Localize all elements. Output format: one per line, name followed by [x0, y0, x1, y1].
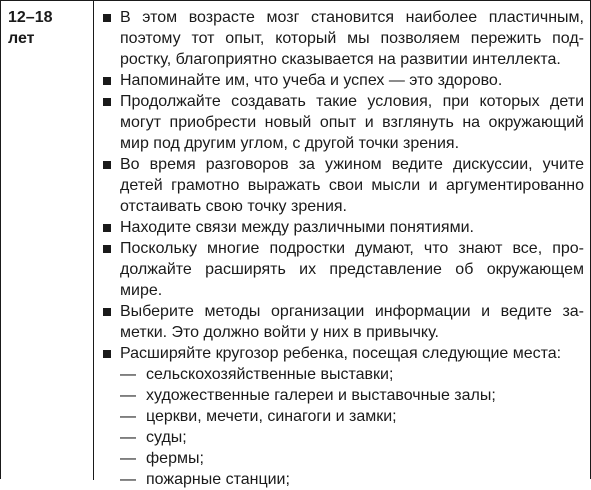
sub-item-text: суды; [146, 429, 187, 446]
square-bullet-icon [103, 98, 111, 106]
sub-item [120, 427, 584, 448]
list-item [102, 301, 584, 343]
square-bullet-icon [103, 14, 111, 22]
dash-marker: — [120, 387, 136, 404]
recommendations-list [102, 7, 584, 490]
item-line: Напоминайте им, что учеба и успех — это здорово. [120, 72, 503, 89]
list-item [102, 7, 584, 70]
sub-item-text: церкви, мечети, синагоги и замки; [146, 408, 397, 425]
sub-item [120, 406, 584, 427]
item-line: мире. [120, 282, 163, 299]
item-line: Расширяйте кругозор ребенка, посещая следующие места: [120, 345, 562, 362]
list-item [102, 217, 584, 238]
item-line: должайте расширять их представление об окружающем [120, 261, 584, 278]
square-bullet-icon [103, 77, 111, 85]
dash-marker: — [120, 429, 136, 446]
dash-marker: — [120, 471, 136, 488]
item-line: могут приобрести новый опыт и взглянуть на окружающий [120, 114, 584, 131]
list-item [102, 154, 584, 217]
sub-item-text: пожарные станции; [146, 471, 290, 488]
dash-marker: — [120, 450, 136, 467]
square-bullet-icon [103, 161, 111, 169]
item-line: поэтому тот опыт, который мы позволяем пережить под- [120, 30, 584, 47]
sub-item-text: художественные галереи и выставочные залы; [146, 387, 496, 404]
list-item [102, 238, 584, 301]
item-line: Находите связи между различными понятиями. [120, 219, 474, 236]
item-line: отстаивать свою точку зрения. [120, 198, 347, 215]
item-line: метки. Это должно войти у них в привычку. [120, 324, 439, 341]
item-line: Поскольку многие подростки думают, что знают все, про- [120, 240, 584, 257]
column-divider [93, 1, 94, 480]
sub-item-text: фермы; [146, 450, 204, 467]
dash-marker: — [120, 366, 136, 383]
sub-item-text: сельскохозяйственные выставки; [146, 366, 394, 383]
square-bullet-icon [103, 350, 111, 358]
age-unit-label: лет [8, 30, 35, 47]
square-bullet-icon [103, 308, 111, 316]
item-line: Выберите методы организации информации и ведите за- [120, 303, 584, 320]
sub-item [120, 469, 584, 490]
square-bullet-icon [103, 224, 111, 232]
sub-item [120, 448, 584, 469]
item-line: Продолжайте создавать такие условия, при которых дети [120, 93, 584, 110]
sub-item [120, 364, 584, 385]
list-item [102, 70, 584, 91]
dash-marker: — [120, 408, 136, 425]
list-item [102, 343, 584, 490]
item-line: В этом возрасте мозг становится наиболее пластичным, [120, 9, 584, 26]
list-item [102, 91, 584, 154]
item-line: мир под другим углом, с другой точки зрения. [120, 135, 460, 152]
item-line: детей грамотно выражать свои мысли и аргументированно [120, 177, 584, 194]
age-range-label: 12–18 [8, 9, 53, 26]
age-range-cell [8, 7, 88, 49]
square-bullet-icon [103, 245, 111, 253]
item-line: Во время разговоров за ужином ведите дискуссии, учите [120, 156, 584, 173]
sub-item [120, 385, 584, 406]
item-line: ростку, благоприятно сказывается на развитии интеллекта. [120, 51, 561, 68]
